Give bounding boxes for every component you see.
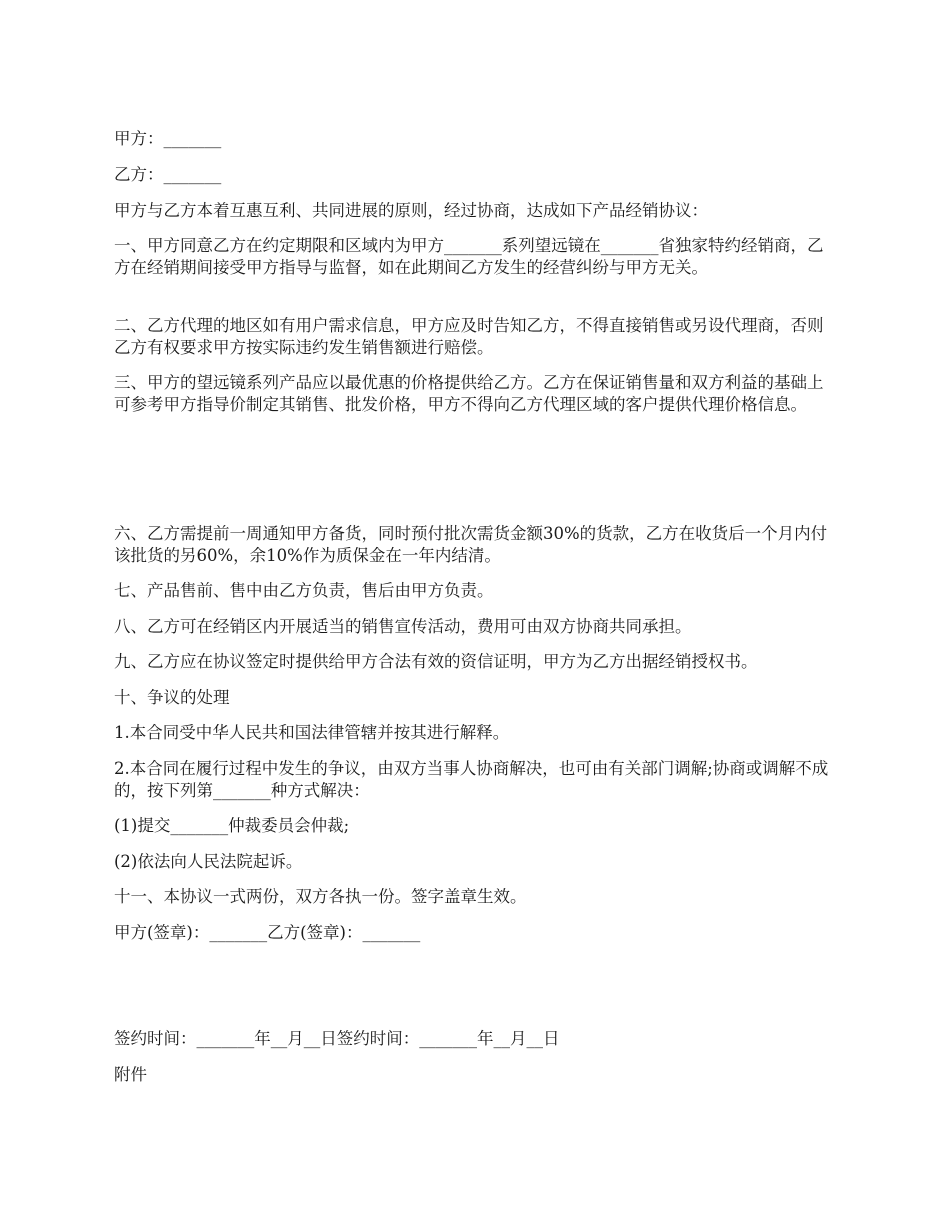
clause-7: 七、产品售前、售中由乙方负责，售后由甲方负责。 bbox=[114, 581, 494, 600]
party-b-line: 乙方：_______ bbox=[114, 165, 222, 184]
signature-line: 甲方(签章)：_______乙方(签章)：_______ bbox=[114, 923, 421, 942]
clause-9: 九、乙方应在协议签定时提供给甲方合法有效的资信证明，甲方为乙方出据经销授权书。 bbox=[114, 652, 758, 671]
clause-10-item-1: 1.本合同受中华人民共和国法律管辖并按其进行解释。 bbox=[114, 723, 510, 742]
dispute-option-2: (2)依法向人民法院起诉。 bbox=[114, 852, 303, 871]
intro-paragraph: 甲方与乙方本着互惠互利、共同进展的原则，经过协商，达成如下产品经销协议： bbox=[114, 201, 708, 220]
clause-10-item-2: 2.本合同在履行过程中发生的争议，由双方当事人协商解决，也可由有关部门调解;协商或调解不成的，按下列第_______种方式解决： bbox=[114, 759, 829, 800]
attachment-label: 附件 bbox=[114, 1065, 147, 1084]
sign-date-line: 签约时间：_______年__月__日签约时间：_______年__月__日 bbox=[114, 1029, 560, 1048]
party-a-line: 甲方：_______ bbox=[114, 129, 222, 148]
clause-8: 八、乙方可在经销区内开展适当的销售宣传活动，费用可由双方协商共同承担。 bbox=[114, 617, 692, 636]
clause-11: 十一、本协议一式两份，双方各执一份。签字盖章生效。 bbox=[114, 887, 527, 906]
clause-1: 一、甲方同意乙方在约定期限和区域内为甲方_______系列望远镜在_______省独家特约经销商，乙方在经销期间接受甲方指导与监督，如在此期间乙方发生的经营纠纷与甲方无关。 bbox=[114, 236, 824, 277]
clause-3: 三、甲方的望远镜系列产品应以最优惠的价格提供给乙方。乙方在保证销售量和双方利益的基础上可参考甲方指导价制定其销售、批发价格，甲方不得向乙方代理区域的客户提供代理价格信息。 bbox=[114, 373, 824, 414]
clause-10-title: 十、争议的处理 bbox=[114, 688, 230, 707]
dispute-option-1: (1)提交_______仲裁委员会仲裁; bbox=[114, 816, 350, 835]
clause-2: 二、乙方代理的地区如有用户需求信息，甲方应及时告知乙方，不得直接销售或另设代理商，否则乙方有权要求甲方按实际违约发生销售额进行赔偿。 bbox=[114, 316, 824, 357]
clause-6: 六、乙方需提前一周通知甲方备货，同时预付批次需货金额30%的货款，乙方在收货后一个月内付该批货的另60%，余10%作为质保金在一年内结清。 bbox=[114, 524, 828, 565]
